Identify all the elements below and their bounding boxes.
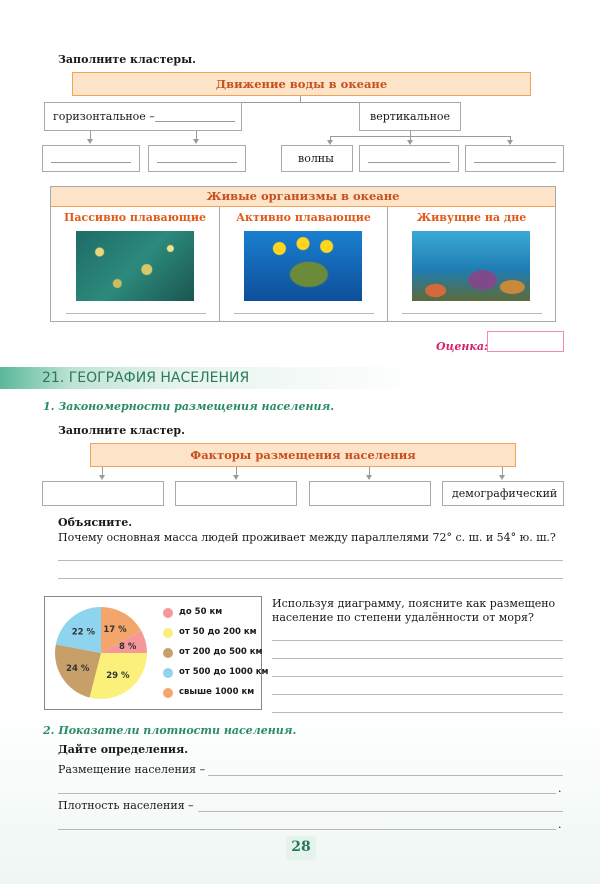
legend-label: от 50 до 200 км: [179, 627, 257, 637]
vertical-box: [359, 102, 461, 131]
pie-slice-label: 8 %: [119, 642, 137, 653]
legend-label: до 50 км: [179, 607, 223, 617]
chart-legend: [45, 597, 269, 711]
diagram-question-line2: население по степени удалённости от моря?: [272, 611, 534, 624]
horizontal-label: горизонтальное –: [53, 110, 155, 123]
pie-chart-frame: [44, 596, 269, 710]
def1-answer-line[interactable]: [208, 775, 563, 776]
legend-swatch: [163, 668, 173, 678]
answer-line[interactable]: [58, 578, 563, 579]
horizontal-answer-box-2[interactable]: [148, 145, 246, 172]
def2-answer-line-2[interactable]: [58, 829, 556, 830]
legend-swatch: [163, 648, 173, 658]
answer-line[interactable]: [272, 658, 563, 659]
grade-box[interactable]: [487, 331, 564, 352]
grade-label: Оценка:: [436, 340, 489, 353]
def1-label: Размещение населения –: [58, 763, 206, 776]
explain-question: Почему основная масса людей проживает между параллелями 72° с. ш. и 54° ю. ш.?: [58, 531, 556, 544]
pie-slice-label: 29 %: [106, 670, 130, 681]
answer-line[interactable]: [272, 694, 563, 695]
factor-box-2[interactable]: [175, 481, 297, 506]
cluster-instruction: Заполните кластеры.: [58, 53, 196, 66]
legend-swatch: [163, 688, 173, 698]
horizontal-box[interactable]: [44, 102, 242, 131]
legend-label: от 200 до 500 км: [179, 647, 263, 657]
coral-reef-photo-icon: [412, 231, 530, 301]
waves-label: волны: [298, 152, 334, 165]
page-number: 28: [291, 839, 311, 855]
factor-box-demographic: [442, 481, 564, 506]
section-title: 21. ГЕОГРАФИЯ НАСЕЛЕНИЯ: [42, 370, 250, 386]
factors-header: Факторы размещения населения: [90, 443, 516, 467]
explain-heading: Объясните.: [58, 516, 133, 529]
water-movement-header: Движение воды в океане: [72, 72, 531, 96]
def1-answer-line-2[interactable]: [58, 793, 556, 794]
vertical-answer-box-2[interactable]: [465, 145, 564, 172]
factor-box-1[interactable]: [42, 481, 164, 506]
horizontal-answer-box-1[interactable]: [42, 145, 140, 172]
vertical-answer-box-1[interactable]: [359, 145, 459, 172]
task1-title: 1. Закономерности размещения населения.: [43, 400, 335, 413]
answer-line[interactable]: [272, 712, 563, 713]
def2-answer-line[interactable]: [198, 811, 563, 812]
pie-slice-label: 24 %: [66, 663, 90, 674]
organisms-header: Живые организмы в океане: [51, 187, 555, 207]
turtle-photo-icon: [244, 231, 362, 301]
plankton-photo-icon: [76, 231, 194, 301]
pie-slice-label: 22 %: [71, 627, 96, 638]
factor-box-3[interactable]: [309, 481, 431, 506]
category-active: Активно плавающие: [236, 211, 371, 224]
task2-title: 2. Показатели плотности населения.: [43, 724, 297, 737]
legend-swatch: [163, 608, 173, 618]
pie-slice-label: 17 %: [103, 625, 127, 636]
demographic-label: демографический: [452, 487, 558, 500]
legend-label: от 500 до 1000 км: [179, 667, 269, 677]
legend-swatch: [163, 628, 173, 638]
def2-label: Плотность населения –: [58, 799, 194, 812]
task1-instruction: Заполните кластер.: [58, 424, 185, 437]
category-bottom: Живущие на дне: [416, 211, 527, 224]
waves-box: [281, 145, 353, 172]
legend-label: свыше 1000 км: [179, 687, 255, 697]
category-passive: Пассивно плавающие: [64, 211, 206, 224]
answer-line[interactable]: [272, 676, 563, 677]
answer-line[interactable]: [58, 560, 563, 561]
vertical-label: вертикальное: [370, 110, 451, 123]
answer-line[interactable]: [272, 640, 563, 641]
diagram-question-line1: Используя диаграмму, поясните как размещено: [272, 597, 556, 610]
task2-instruction: Дайте определения.: [58, 743, 189, 756]
def1-period: .: [558, 782, 562, 795]
def2-period: .: [558, 818, 562, 831]
